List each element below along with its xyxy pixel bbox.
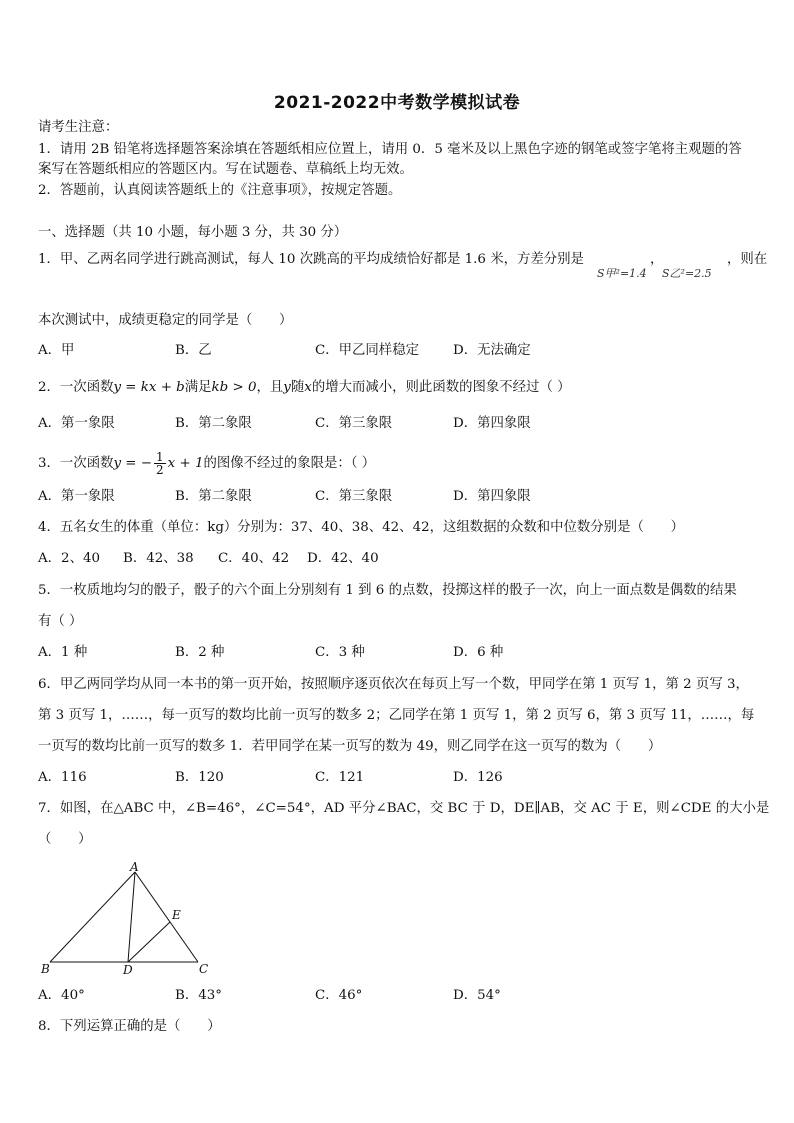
q4-option-c[interactable]: C．40、42 (218, 551, 290, 566)
question-4: 4．五名女生的体重（单位：kg）分别为：37、40、38、42、42，这组数据的众数和中位数分别是（ ） (38, 520, 685, 535)
question-1-text: 1．甲、乙两名同学进行跳高测试，每人 10 次跳高的平均成绩恰好都是 1.6 米，方差分别是 (38, 252, 584, 267)
q7-option-c[interactable]: C．46° (315, 988, 363, 1003)
q2-equation: y = kx + b (113, 380, 185, 395)
segment-ad (128, 872, 135, 962)
question-3 (38, 451, 375, 476)
q5-option-c[interactable]: C．3 种 (315, 645, 365, 660)
q6-option-b[interactable]: B．120 (175, 770, 224, 785)
label-a: A (130, 860, 139, 874)
q6-option-d[interactable]: D．126 (453, 770, 503, 785)
question-7-line-2: （ ） (38, 832, 92, 847)
q3-fraction (154, 451, 166, 476)
q2-y: y (283, 380, 291, 395)
question-1-line-2: 本次测试中，成绩更稳定的同学是（ ） (38, 313, 293, 328)
q7-option-d[interactable]: D．54° (453, 988, 501, 1003)
question-1-tail: ，则在 (727, 252, 768, 267)
variance-jia: S甲²=1.4 (597, 267, 647, 280)
label-b: B (41, 962, 50, 976)
q6-option-c[interactable]: C．121 (315, 770, 365, 785)
q2-prefix: 2．一次函数 (38, 380, 114, 395)
q7-option-a[interactable]: A．40° (38, 988, 85, 1003)
q1-option-a[interactable]: A．甲 (38, 343, 75, 358)
q2-mid2: ，且 (256, 380, 284, 395)
q3-prefix: 3．一次函数 (38, 456, 114, 471)
variance-yi: S乙²=2.5 (662, 267, 712, 280)
q3-numerator: 1 (156, 450, 164, 464)
q5-option-a[interactable]: A．1 种 (38, 645, 88, 660)
question-6-line-2: 第 3 页写 1，……，每一页写的数均比前一页写的数多 2；乙同学在第 1 页写 1，第 2 页写 6，第 3 页写 11，……，每 (38, 708, 755, 723)
q5-option-d[interactable]: D．6 种 (453, 645, 504, 660)
notice-item-1-line-1: 1．请用 2B 铅笔将选择题答案涂填在答题纸相应位置上，请用 0．5 毫米及以上黑色字迹的钢笔或签字笔将主观题的答 (38, 142, 742, 157)
question-7-line-1: 7．如图，在△ABC 中，∠B=46°，∠C=54°，AD 平分∠BAC，交 BC 于 D，DE∥AB，交 AC 于 E，则∠CDE 的大小是 (38, 801, 770, 816)
q2-end: 的增大而减小，则此函数的图象不经过（ ） (311, 380, 571, 395)
q2-option-b[interactable]: B．第二象限 (175, 416, 252, 431)
q3-option-c[interactable]: C．第三象限 (315, 489, 393, 504)
question-1-comma: ， (650, 252, 664, 267)
question-5-line-2: 有（ ） (38, 614, 83, 629)
q1-option-b[interactable]: B．乙 (175, 343, 212, 358)
q4-option-a[interactable]: A．2、40 (38, 551, 101, 566)
page-title: 2021-2022中考数学模拟试卷 (273, 93, 521, 113)
side-ab (50, 872, 135, 962)
q1-option-c[interactable]: C．甲乙同样稳定 (315, 343, 419, 358)
question-2 (38, 378, 571, 398)
question-5-line-1: 5．一枚质地均匀的骰子，骰子的六个面上分别刻有 1 到 6 的点数，投掷这样的骰子一次，向上一面点数是偶数的结果 (38, 583, 737, 598)
q7-option-b[interactable]: B．43° (175, 988, 222, 1003)
question-8: 8．下列运算正确的是（ ） (38, 1019, 221, 1034)
q3-eq-left: y = − (113, 456, 153, 471)
q1-option-d[interactable]: D．无法确定 (453, 343, 531, 358)
q3-eq-right: x + 1 (167, 456, 204, 471)
q2-option-d[interactable]: D．第四象限 (453, 416, 531, 431)
question-1-line-1 (38, 250, 584, 270)
q6-option-a[interactable]: A．116 (38, 770, 87, 785)
q3-denominator: 2 (156, 463, 164, 477)
q4-option-d[interactable]: D．42、40 (307, 551, 379, 566)
section-heading: 一、选择题（共 10 小题，每小题 3 分，共 30 分） (38, 225, 348, 240)
q3-option-a[interactable]: A．第一象限 (38, 489, 115, 504)
label-c: C (199, 962, 209, 976)
q2-condition: kb > 0 (211, 380, 257, 395)
q2-mid: 满足 (184, 380, 212, 395)
segment-de (128, 922, 170, 962)
label-e: E (172, 908, 181, 922)
side-ac (135, 872, 198, 962)
notice-heading: 请考生注意： (38, 120, 119, 135)
q3-end: 的图像不经过的象限是：（ ） (203, 456, 376, 471)
notice-item-1-line-2: 案写在答题纸相应的答题区内。写在试题卷、草稿纸上均无效。 (38, 162, 413, 177)
q2-mid3: 随 (290, 380, 305, 395)
q3-option-d[interactable]: D．第四象限 (453, 489, 531, 504)
label-d: D (123, 963, 133, 977)
q3-option-b[interactable]: B．第二象限 (175, 489, 252, 504)
q4-option-b[interactable]: B．42、38 (123, 551, 194, 566)
notice-item-2: 2．答题前，认真阅读答题纸上的《注意事项》，按规定答题。 (38, 183, 402, 198)
q5-option-b[interactable]: B．2 种 (175, 645, 225, 660)
triangle-figure (38, 860, 228, 982)
q2-option-c[interactable]: C．第三象限 (315, 416, 393, 431)
q2-x: x (304, 380, 312, 395)
question-6-line-3: 一页写的数均比前一页写的数多 1．若甲同学在某一页写的数为 49，则乙同学在这一页写的数为（ ） (38, 739, 662, 754)
q2-option-a[interactable]: A．第一象限 (38, 416, 115, 431)
question-6-line-1: 6．甲乙两同学均从同一本书的第一页开始，按照顺序逐页依次在每页上写一个数，甲同学在第 1 页写 1，第 2 页写 3， (38, 677, 749, 692)
